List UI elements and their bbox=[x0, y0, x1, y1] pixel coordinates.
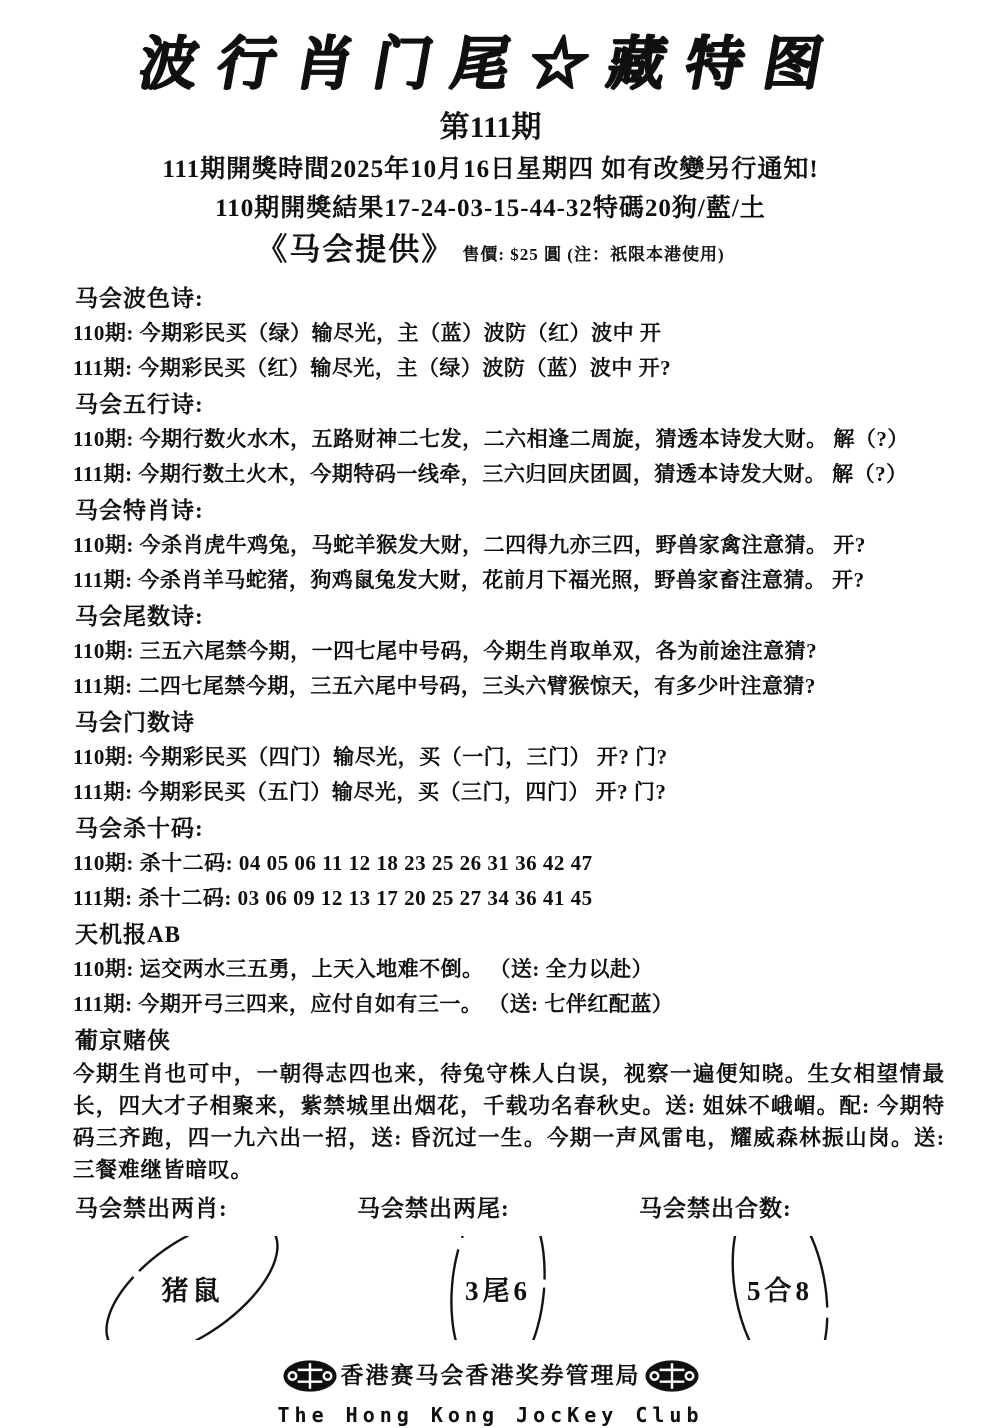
footer-org-en: The Hong Kong JocKey Club bbox=[277, 1403, 704, 1427]
section-tianjibao bbox=[73, 922, 945, 1022]
forbidden-value: 5合8 bbox=[747, 1275, 813, 1306]
poem-sections bbox=[0, 276, 981, 1186]
provider-name: 《马会提供》 bbox=[256, 232, 455, 267]
footer bbox=[0, 1358, 981, 1428]
section-boshe-poem bbox=[73, 286, 945, 386]
kill-numbers-110: 110期: 杀十二码: 04 05 06 11 12 18 23 25 26 31 36 42 47 bbox=[73, 851, 593, 875]
poem-line-111: 111期: 今期彩民买（五门）输尽光，买（三门，四门） 开? 门? bbox=[73, 780, 667, 804]
poem-line-111: 111期: 今期行数土火木，今期特码一线牵，三六归回庆团圆，猜透本诗发大财。 解（?） bbox=[73, 462, 908, 486]
section-heading: 马会特肖诗: bbox=[75, 498, 204, 523]
draw-time-line: 111期開獎時間2025年10月16日星期四 如有改變另行通知! bbox=[162, 156, 819, 183]
section-shashima bbox=[73, 816, 945, 916]
page-title: 波行肖门尾☆藏特图 bbox=[133, 29, 848, 97]
forbidden-oval bbox=[673, 1236, 888, 1340]
forbidden-value: 3尾6 bbox=[465, 1275, 531, 1306]
poem-line-110: 110期: 今期彩民买（绿）输尽光，主（蓝）波防（红）波中 开 bbox=[73, 321, 662, 345]
section-heading: 马会波色诗: bbox=[75, 286, 204, 311]
section-pujing-duxia bbox=[73, 1028, 945, 1186]
kill-numbers-111: 111期: 杀十二码: 03 06 09 12 13 17 20 25 27 34 36 41 45 bbox=[73, 886, 593, 910]
section-heading: 马会杀十码: bbox=[75, 816, 204, 841]
section-menshu-poem bbox=[73, 710, 945, 810]
forbidden-row bbox=[0, 1186, 981, 1340]
poem-line-110: 110期: 今期行数火水木，五路财神二七发，二六相逢二周旋，猜透本诗发大财。 解（?） bbox=[73, 427, 909, 451]
forbidden-label: 马会禁出合数: bbox=[639, 1196, 792, 1221]
section-heading: 马会门数诗 bbox=[75, 710, 195, 735]
provider-row bbox=[0, 230, 981, 276]
hkjc-emblem-icon bbox=[281, 1358, 339, 1394]
section-heading: 马会尾数诗: bbox=[75, 604, 204, 629]
forbidden-value: 猪鼠 bbox=[161, 1275, 224, 1306]
poem-paragraph: 今期生肖也可中，一朝得志四也来，待兔守株人白误，视察一遍便知晓。生女相望情最长，四大才子相聚来，紫禁城里出烟花，千载功名春秋史。送: 姐妹不峨嵋。配: 今期特码三齐跑，四一九六出一招，送: 昏沉过一生。今期一声风雷电，耀威森林振山岗。送: 三餐难继皆暗叹。 bbox=[73, 1062, 945, 1182]
forbidden-oval bbox=[391, 1236, 606, 1340]
poem-line-111: 111期: 二四七尾禁今期，三五六尾中号码，三头六臂猴惊天，有多少叶注意猜? bbox=[73, 674, 816, 698]
footer-org-cn: 香港赛马会香港奖券管理局 bbox=[340, 1363, 641, 1388]
poem-line-110: 110期: 三五六尾禁今期，一四七尾中号码，今期生肖取单双，各为前途注意猜? bbox=[73, 639, 818, 663]
poem-line-110: 110期: 今杀肖虎牛鸡兔，马蛇羊猴发大财，二四得九亦三四，野兽家禽注意猜。 开? bbox=[73, 533, 866, 557]
poem-line-111: 111期: 今期彩民买（红）输尽光，主（绿）波防（蓝）波中 开? bbox=[73, 356, 672, 380]
poem-line-111: 111期: 今杀肖羊马蛇猪，狗鸡鼠兔发大财，花前月下福光照，野兽家畜注意猜。 开? bbox=[73, 568, 865, 592]
section-heading: 葡京赌侠 bbox=[75, 1028, 171, 1053]
poem-line-110: 110期: 运交两水三五勇，上天入地难不倒。 （送: 全力以赴） bbox=[73, 957, 654, 981]
section-weishu-poem bbox=[73, 604, 945, 704]
forbidden-oval bbox=[85, 1236, 300, 1340]
footer-org-row bbox=[0, 1358, 981, 1394]
last-result-line: 110期開獎結果17-24-03-15-44-32特碼20狗/藍/土 bbox=[215, 195, 766, 222]
poem-line-110: 110期: 今期彩民买（四门）输尽光，买（一门，三门） 开? 门? bbox=[73, 745, 668, 769]
forbidden-two-tails bbox=[357, 1196, 639, 1340]
section-heading: 天机报AB bbox=[75, 922, 181, 947]
forbidden-label: 马会禁出两肖: bbox=[75, 1196, 228, 1221]
forbidden-label: 马会禁出两尾: bbox=[357, 1196, 510, 1221]
poem-line-111: 111期: 今期开弓三四来，应付自如有三一。 （送: 七伴红配蓝） bbox=[73, 992, 674, 1016]
issue-number: 第111期 bbox=[439, 111, 542, 144]
forbidden-two-zodiac bbox=[75, 1196, 357, 1340]
forbidden-sum-number bbox=[639, 1196, 921, 1340]
section-wuxing-poem bbox=[73, 392, 945, 492]
price-note: 售價: $25 圓 (注：祇限本港使用) bbox=[462, 245, 725, 264]
hkjc-emblem-icon bbox=[643, 1358, 701, 1394]
section-heading: 马会五行诗: bbox=[75, 392, 204, 417]
section-texiao-poem bbox=[73, 498, 945, 598]
